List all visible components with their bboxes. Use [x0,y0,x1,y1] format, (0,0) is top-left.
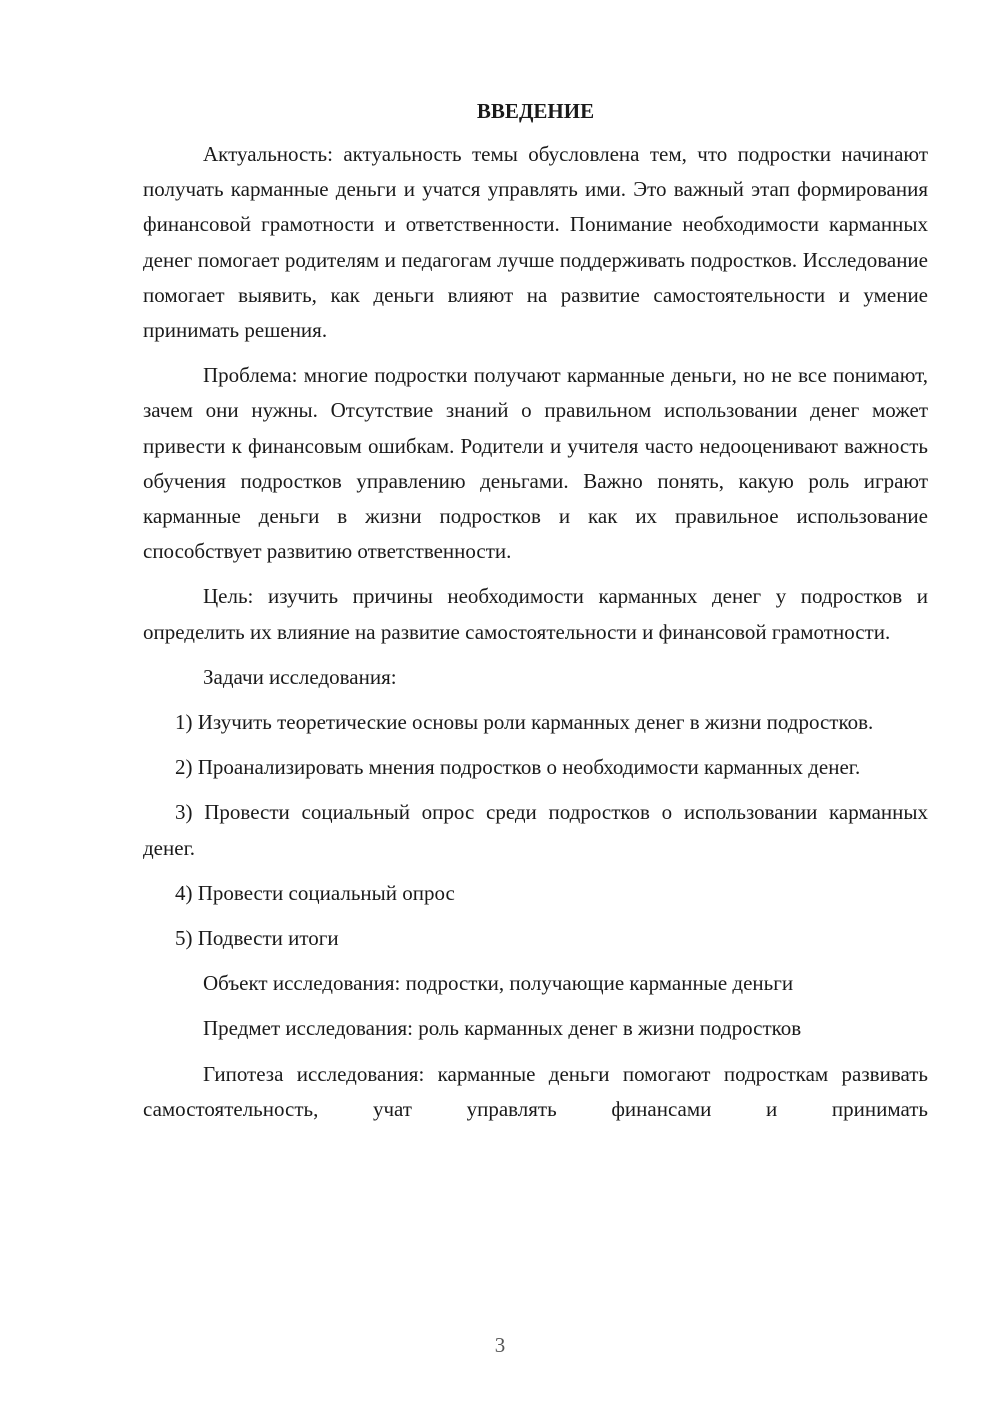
task-item-3: 3) Провести социальный опрос среди подростков о использовании карманных денег. [143,800,928,860]
paragraph-object: Объект исследования: подростки, получающие карманные деньги [203,971,794,996]
task-item-5: 5) Подвести итоги [175,926,339,951]
paragraph-problem: Проблема: многие подростки получают карманные деньги, но не все понимают, зачем они нужны. Отсутствие знаний о правильном использовании денег может привести к финансовым ошибкам. Родители и учителя часто недооценивают важность обучения подростков управлению деньгами. Важно понять, какую роль играют карманные деньги в жизни подростков и как их правильное использование способствует развитию ответственности. [143,363,928,564]
page-title: ВВЕДЕНИЕ [476,99,595,123]
tasks-heading: Задачи исследования: [203,664,397,689]
page-number: 3 [494,1333,506,1357]
paragraph-goal: Цель: изучить причины необходимости карманных денег у подростков и определить их влияние на развитие самостоятельности и финансовой грамотности. [143,584,928,644]
paragraph-hypothesis: Гипотеза исследования: карманные деньги помогают подросткам развивать самостоятельность, учат управлять финансами и принимать [143,1061,928,1121]
paragraph-relevance: Актуальность: актуальность темы обусловлена тем, что подростки начинают получать карманные деньги и учатся управлять ими. Это важный этап формирования финансовой грамотности и ответственности. Понимание необходимости карманных денег помогает родителям и педагогам лучше поддерживать подростков. Исследование помогает выявить, как деньги влияют на развитие самостоятельности и умение принимать решения. [143,142,928,343]
task-item-1: 1) Изучить теоретические основы роли карманных денег в жизни подростков. [175,710,874,735]
task-item-2: 2) Проанализировать мнения подростков о необходимости карманных денег. [175,755,861,780]
document-page [143,96,928,1137]
task-item-4: 4) Провести социальный опрос [175,880,455,905]
paragraph-subject: Предмет исследования: роль карманных денег в жизни подростков [203,1016,802,1041]
